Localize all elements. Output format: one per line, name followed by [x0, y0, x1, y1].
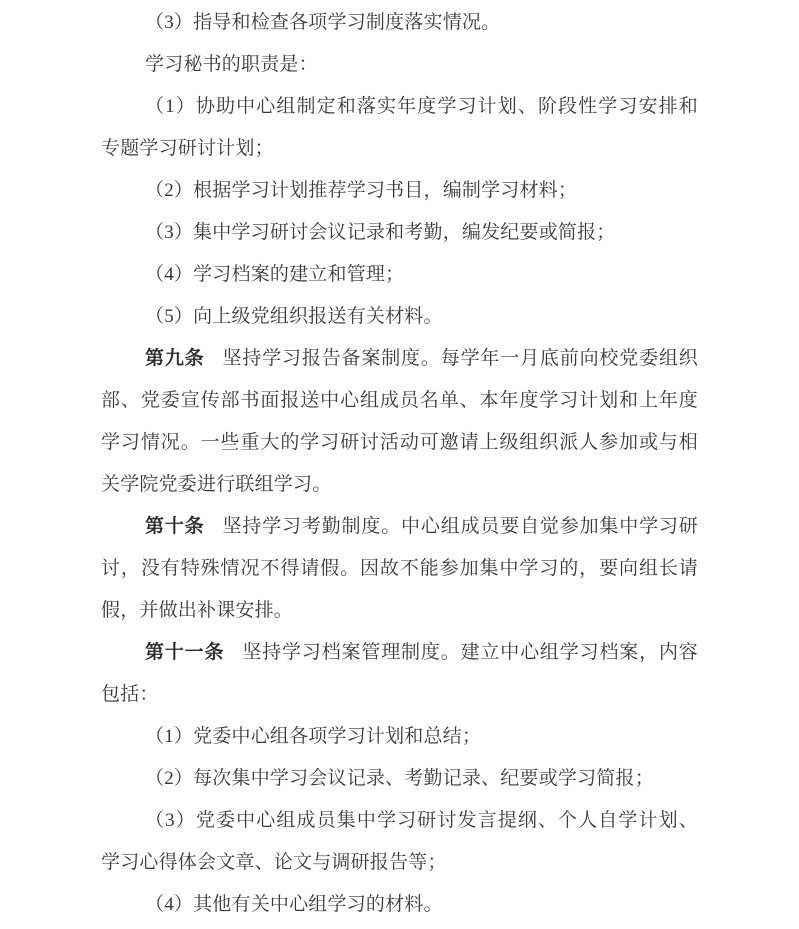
- text-line: 学习心得体会文章、论文与调研报告等；: [101, 852, 447, 873]
- paragraph: [101, 884, 698, 926]
- text-line: 专题学习研讨计划；: [101, 138, 274, 159]
- paragraph: [101, 170, 698, 212]
- paragraph: [101, 212, 698, 254]
- text-line: （5）向上级党组织报送有关材料。: [145, 306, 443, 327]
- paragraph: [101, 506, 698, 632]
- text-line: （2）每次集中学习会议记录、考勤记录、纪要或学习简报；: [145, 768, 654, 789]
- paragraph: [101, 758, 698, 800]
- text-line: 第九条 坚持学习报告备案制度。每学年一月底前向校党委组织: [145, 348, 698, 369]
- paragraph: [101, 800, 698, 884]
- document-body: [101, 2, 698, 926]
- paragraph: [101, 632, 698, 716]
- text-line: （1）协助中心组制定和落实年度学习计划、阶段性学习安排和: [145, 96, 698, 117]
- text-line: 部、党委宣传部书面报送中心组成员名单、本年度学习计划和上年度: [101, 390, 698, 411]
- text-line: 第十一条 坚持学习档案管理制度。建立中心组学习档案，内容: [145, 642, 698, 663]
- paragraph: [101, 716, 698, 758]
- text-line: （4）学习档案的建立和管理；: [145, 264, 405, 285]
- text-line: （3）党委中心组成员集中学习研讨发言提纲、个人自学计划、: [145, 810, 698, 831]
- paragraph: [101, 2, 698, 44]
- paragraph: [101, 254, 698, 296]
- paragraph: [101, 296, 698, 338]
- paragraph: [101, 44, 698, 86]
- article-number: 第十一条: [145, 642, 225, 663]
- text-line: （1）党委中心组各项学习计划和总结；: [145, 726, 482, 747]
- text-line: 第十条 坚持学习考勤制度。中心组成员要自觉参加集中学习研: [145, 516, 698, 537]
- text-line: 包括：: [101, 684, 159, 705]
- paragraph: [101, 86, 698, 170]
- article-number: 第九条: [145, 348, 205, 369]
- paragraph: [101, 338, 698, 506]
- text-line: （3）指导和检查各项学习制度落实情况。: [145, 12, 501, 33]
- text-line: 学习秘书的职责是：: [145, 54, 318, 75]
- article-number: 第十条: [145, 516, 205, 537]
- text-line: 讨，没有特殊情况不得请假。因故不能参加集中学习的，要向组长请: [101, 558, 698, 579]
- text-line: （4）其他有关中心组学习的材料。: [145, 894, 443, 915]
- text-line: 关学院党委进行联组学习。: [101, 474, 332, 495]
- text-line: 假，并做出补课安排。: [101, 600, 294, 621]
- text-line: 学习情况。一些重大的学习研讨活动可邀请上级组织派人参加或与相: [101, 432, 698, 453]
- text-line: （3）集中学习研讨会议记录和考勤，编发纪要或简报；: [145, 222, 616, 243]
- text-line: （2）根据学习计划推荐学习书目，编制学习材料；: [145, 180, 578, 201]
